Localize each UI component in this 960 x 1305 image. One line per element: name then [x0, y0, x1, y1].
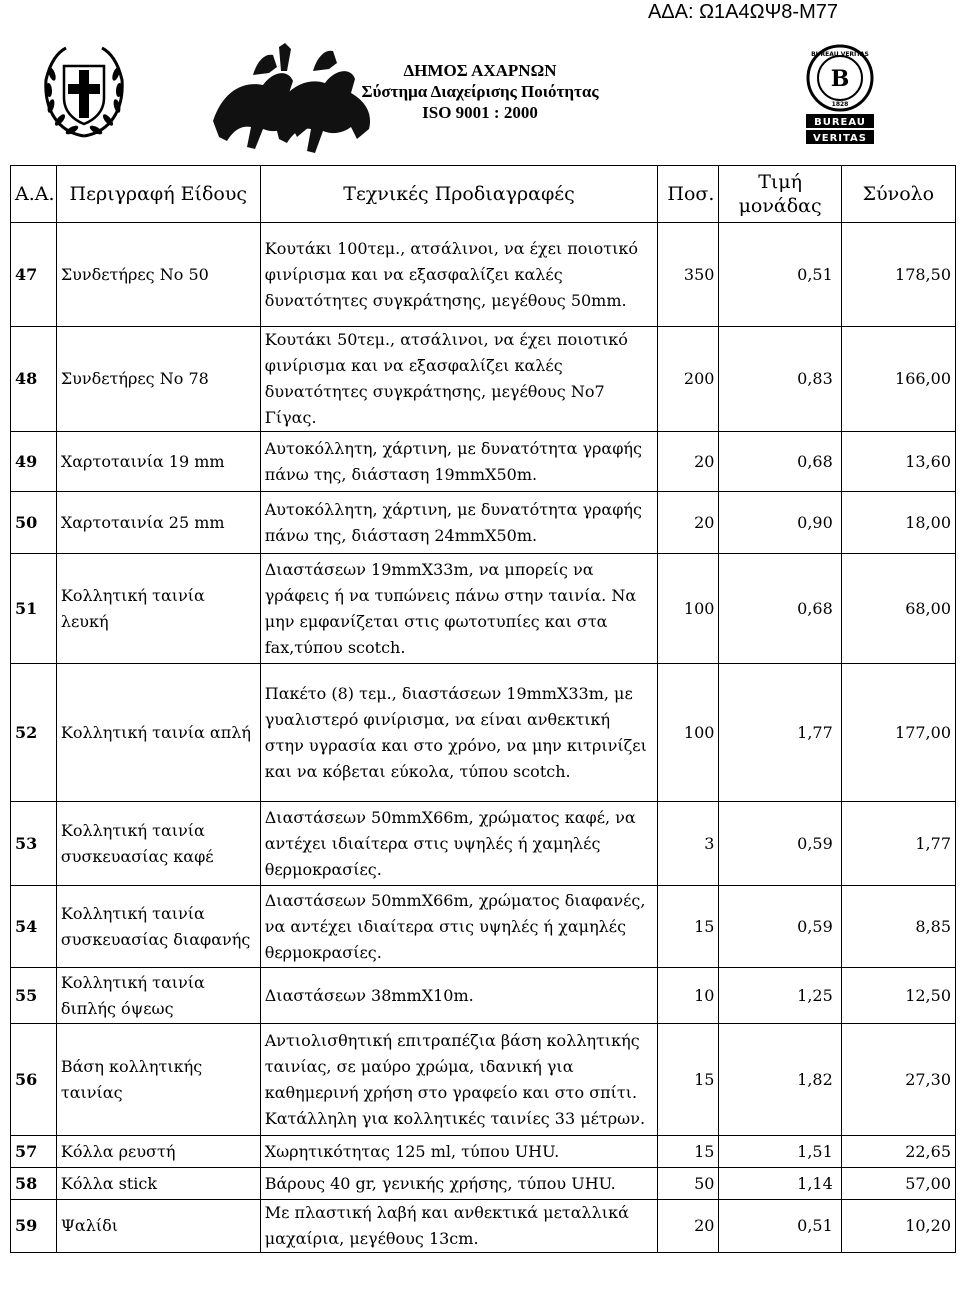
row-number: 53	[11, 802, 57, 886]
item-unit-price: 0,68	[719, 432, 841, 492]
item-quantity: 100	[658, 554, 719, 664]
item-description: Χαρτοταινία 19 mm	[56, 432, 260, 492]
item-description: Ψαλίδι	[56, 1200, 260, 1253]
item-unit-price: 0,90	[719, 492, 841, 554]
item-unit-price: 1,77	[719, 664, 841, 802]
row-number: 47	[11, 223, 57, 327]
table-row	[11, 432, 956, 492]
row-number: 48	[11, 327, 57, 432]
header-qty: Ποσ.	[658, 166, 719, 223]
municipality-name: ΔΗΜΟΣ ΑΧΑΡΝΩΝ	[403, 61, 557, 80]
item-total: 177,00	[841, 664, 955, 802]
ada-code: ΑΔΑ: Ω1Α4ΩΨ8-Μ77	[647, 1, 838, 23]
item-total: 166,00	[841, 327, 955, 432]
item-specification: Βάρους 40 gr, γενικής χρήσης, τύπου UHU.	[260, 1168, 658, 1200]
item-unit-price: 1,82	[719, 1024, 841, 1136]
bv-bureau: BUREAU	[814, 117, 866, 128]
table-row	[11, 554, 956, 664]
item-specification: Πακέτο (8) τεμ., διαστάσεων 19mmX33m, με γυαλιστερό φινίρισμα, να είναι ανθεκτική στην υγρασία και στο χρόνο, να μην κιτρινίζει και να κόβεται εύκολα, τύπου scotch.	[260, 664, 658, 802]
table-row	[11, 664, 956, 802]
item-description: Συνδετήρες Νο 50	[56, 223, 260, 327]
item-description: Κολλητική ταινία συσκευασίας διαφανής	[56, 886, 260, 968]
item-total: 178,50	[841, 223, 955, 327]
item-total: 1,77	[841, 802, 955, 886]
item-quantity: 15	[658, 1024, 719, 1136]
row-number: 55	[11, 968, 57, 1024]
item-unit-price: 0,59	[719, 802, 841, 886]
item-quantity: 3	[658, 802, 719, 886]
row-number: 54	[11, 886, 57, 968]
item-total: 8,85	[841, 886, 955, 968]
item-quantity: 100	[658, 664, 719, 802]
item-total: 18,00	[841, 492, 955, 554]
item-specification: Κουτάκι 50τεμ., ατσάλινοι, να έχει ποιοτικό φινίρισμα και να εξασφαλίζει καλές δυνατότητες συγκράτησης, μεγέθους Νο7 Γίγας.	[260, 327, 658, 432]
item-description: Κόλλα ρευστή	[56, 1136, 260, 1168]
table-row	[11, 1168, 956, 1200]
row-number: 50	[11, 492, 57, 554]
item-quantity: 20	[658, 492, 719, 554]
item-specification: Χωρητικότητας 125 ml, τύπου UHU.	[260, 1136, 658, 1168]
iso-standard: ISO 9001 : 2000	[422, 103, 538, 122]
item-description: Κόλλα stick	[56, 1168, 260, 1200]
item-unit-price: 1,25	[719, 968, 841, 1024]
item-specification: Κουτάκι 100τεμ., ατσάλινοι, να έχει ποιοτικό φινίρισμα και να εξασφαλίζει καλές δυνατότητες συγκράτησης, μεγέθους 50mm.	[260, 223, 658, 327]
item-description: Κολλητική ταινία λευκή	[56, 554, 260, 664]
table-row	[11, 492, 956, 554]
bv-year: 1828	[831, 101, 849, 108]
item-specification: Αυτοκόλλητη, χάρτινη, με δυνατότητα γραφής πάνω της, διάσταση 19mmX50m.	[260, 432, 658, 492]
item-quantity: 200	[658, 327, 719, 432]
row-number: 51	[11, 554, 57, 664]
item-specification: Διαστάσεων 50mmX66m, χρώματος καφέ, να αντέχει ιδιαίτερα στις υψηλές ή χαμηλές θερμοκρασίες.	[260, 802, 658, 886]
header-aa: Α.Α.	[11, 166, 57, 223]
bv-ring-text: BUREAU VERITAS	[811, 51, 869, 58]
item-quantity: 15	[658, 886, 719, 968]
item-unit-price: 1,51	[719, 1136, 841, 1168]
item-quantity: 50	[658, 1168, 719, 1200]
item-specification: Διαστάσεων 38mmX10m.	[260, 968, 658, 1024]
item-description: Βάση κολλητικής ταινίας	[56, 1024, 260, 1136]
item-description: Κολλητική ταινία διπλής όψεως	[56, 968, 260, 1024]
item-total: 68,00	[841, 554, 955, 664]
item-total: 57,00	[841, 1168, 955, 1200]
item-total: 22,65	[841, 1136, 955, 1168]
row-number: 56	[11, 1024, 57, 1136]
item-quantity: 10	[658, 968, 719, 1024]
row-number: 49	[11, 432, 57, 492]
item-description: Χαρτοταινία 25 mm	[56, 492, 260, 554]
item-unit-price: 1,14	[719, 1168, 841, 1200]
header-total: Σύνολο	[841, 166, 955, 223]
item-specification: Αντιολισθητική επιτραπέζια βάση κολλητικής ταινίας, σε μαύρο χρώμα, ιδανική για καθημερινή χρήση στο γραφείο και στο σπίτι. Κατάλληλη για κολλητικές ταινίες 33 μέτρων.	[260, 1024, 658, 1136]
item-specification: Διαστάσεων 50mmX66m, χρώματος διαφανές, να αντέχει ιδιαίτερα στις υψηλές ή χαμηλές θερμοκρασίες.	[260, 886, 658, 968]
bv-veritas: VERITAS	[813, 133, 867, 144]
svg-text:B: B	[830, 66, 850, 92]
item-total: 12,50	[841, 968, 955, 1024]
item-total: 13,60	[841, 432, 955, 492]
table-row	[11, 886, 956, 968]
item-specification: Αυτοκόλλητη, χάρτινη, με δυνατότητα γραφής πάνω της, διάσταση 24mmX50m.	[260, 492, 658, 554]
table-row	[11, 1136, 956, 1168]
item-unit-price: 0,51	[719, 1200, 841, 1253]
table-row	[11, 1200, 956, 1253]
table-row	[11, 1024, 956, 1136]
item-unit-price: 0,51	[719, 223, 841, 327]
table-header-row	[11, 166, 956, 223]
item-description: Κολλητική ταινία συσκευασίας καφέ	[56, 802, 260, 886]
item-total: 27,30	[841, 1024, 955, 1136]
row-number: 58	[11, 1168, 57, 1200]
item-unit-price: 0,68	[719, 554, 841, 664]
item-description: Κολλητική ταινία απλή	[56, 664, 260, 802]
quality-system: Σύστημα Διαχείρισης Ποιότητας	[361, 82, 599, 101]
table-row	[11, 802, 956, 886]
item-unit-price: 0,59	[719, 886, 841, 968]
row-number: 57	[11, 1136, 57, 1168]
item-total: 10,20	[841, 1200, 955, 1253]
item-unit-price: 0,83	[719, 327, 841, 432]
document-header	[0, 60, 960, 123]
header-price: Τιμή μονάδας	[719, 166, 841, 223]
row-number: 52	[11, 664, 57, 802]
item-quantity: 15	[658, 1136, 719, 1168]
table-row	[11, 223, 956, 327]
table-row	[11, 968, 956, 1024]
item-specification: Διαστάσεων 19mmX33m, να μπορείς να γράφεις ή να τυπώνεις πάνω στην ταινία. Να μην εμφανίζεται στις φωτοτυπίες και στα fax,τύπου scotch.	[260, 554, 658, 664]
item-description: Συνδετήρες Νο 78	[56, 327, 260, 432]
header-spec: Τεχνικές Προδιαγραφές	[260, 166, 658, 223]
item-quantity: 20	[658, 432, 719, 492]
table-row	[11, 327, 956, 432]
item-quantity: 350	[658, 223, 719, 327]
header-desc: Περιγραφή Είδους	[56, 166, 260, 223]
item-quantity: 20	[658, 1200, 719, 1253]
item-specification: Με πλαστική λαβή και ανθεκτικά μεταλλικά μαχαίρια, μεγέθους 13cm.	[260, 1200, 658, 1253]
row-number: 59	[11, 1200, 57, 1253]
items-table	[10, 165, 956, 1253]
